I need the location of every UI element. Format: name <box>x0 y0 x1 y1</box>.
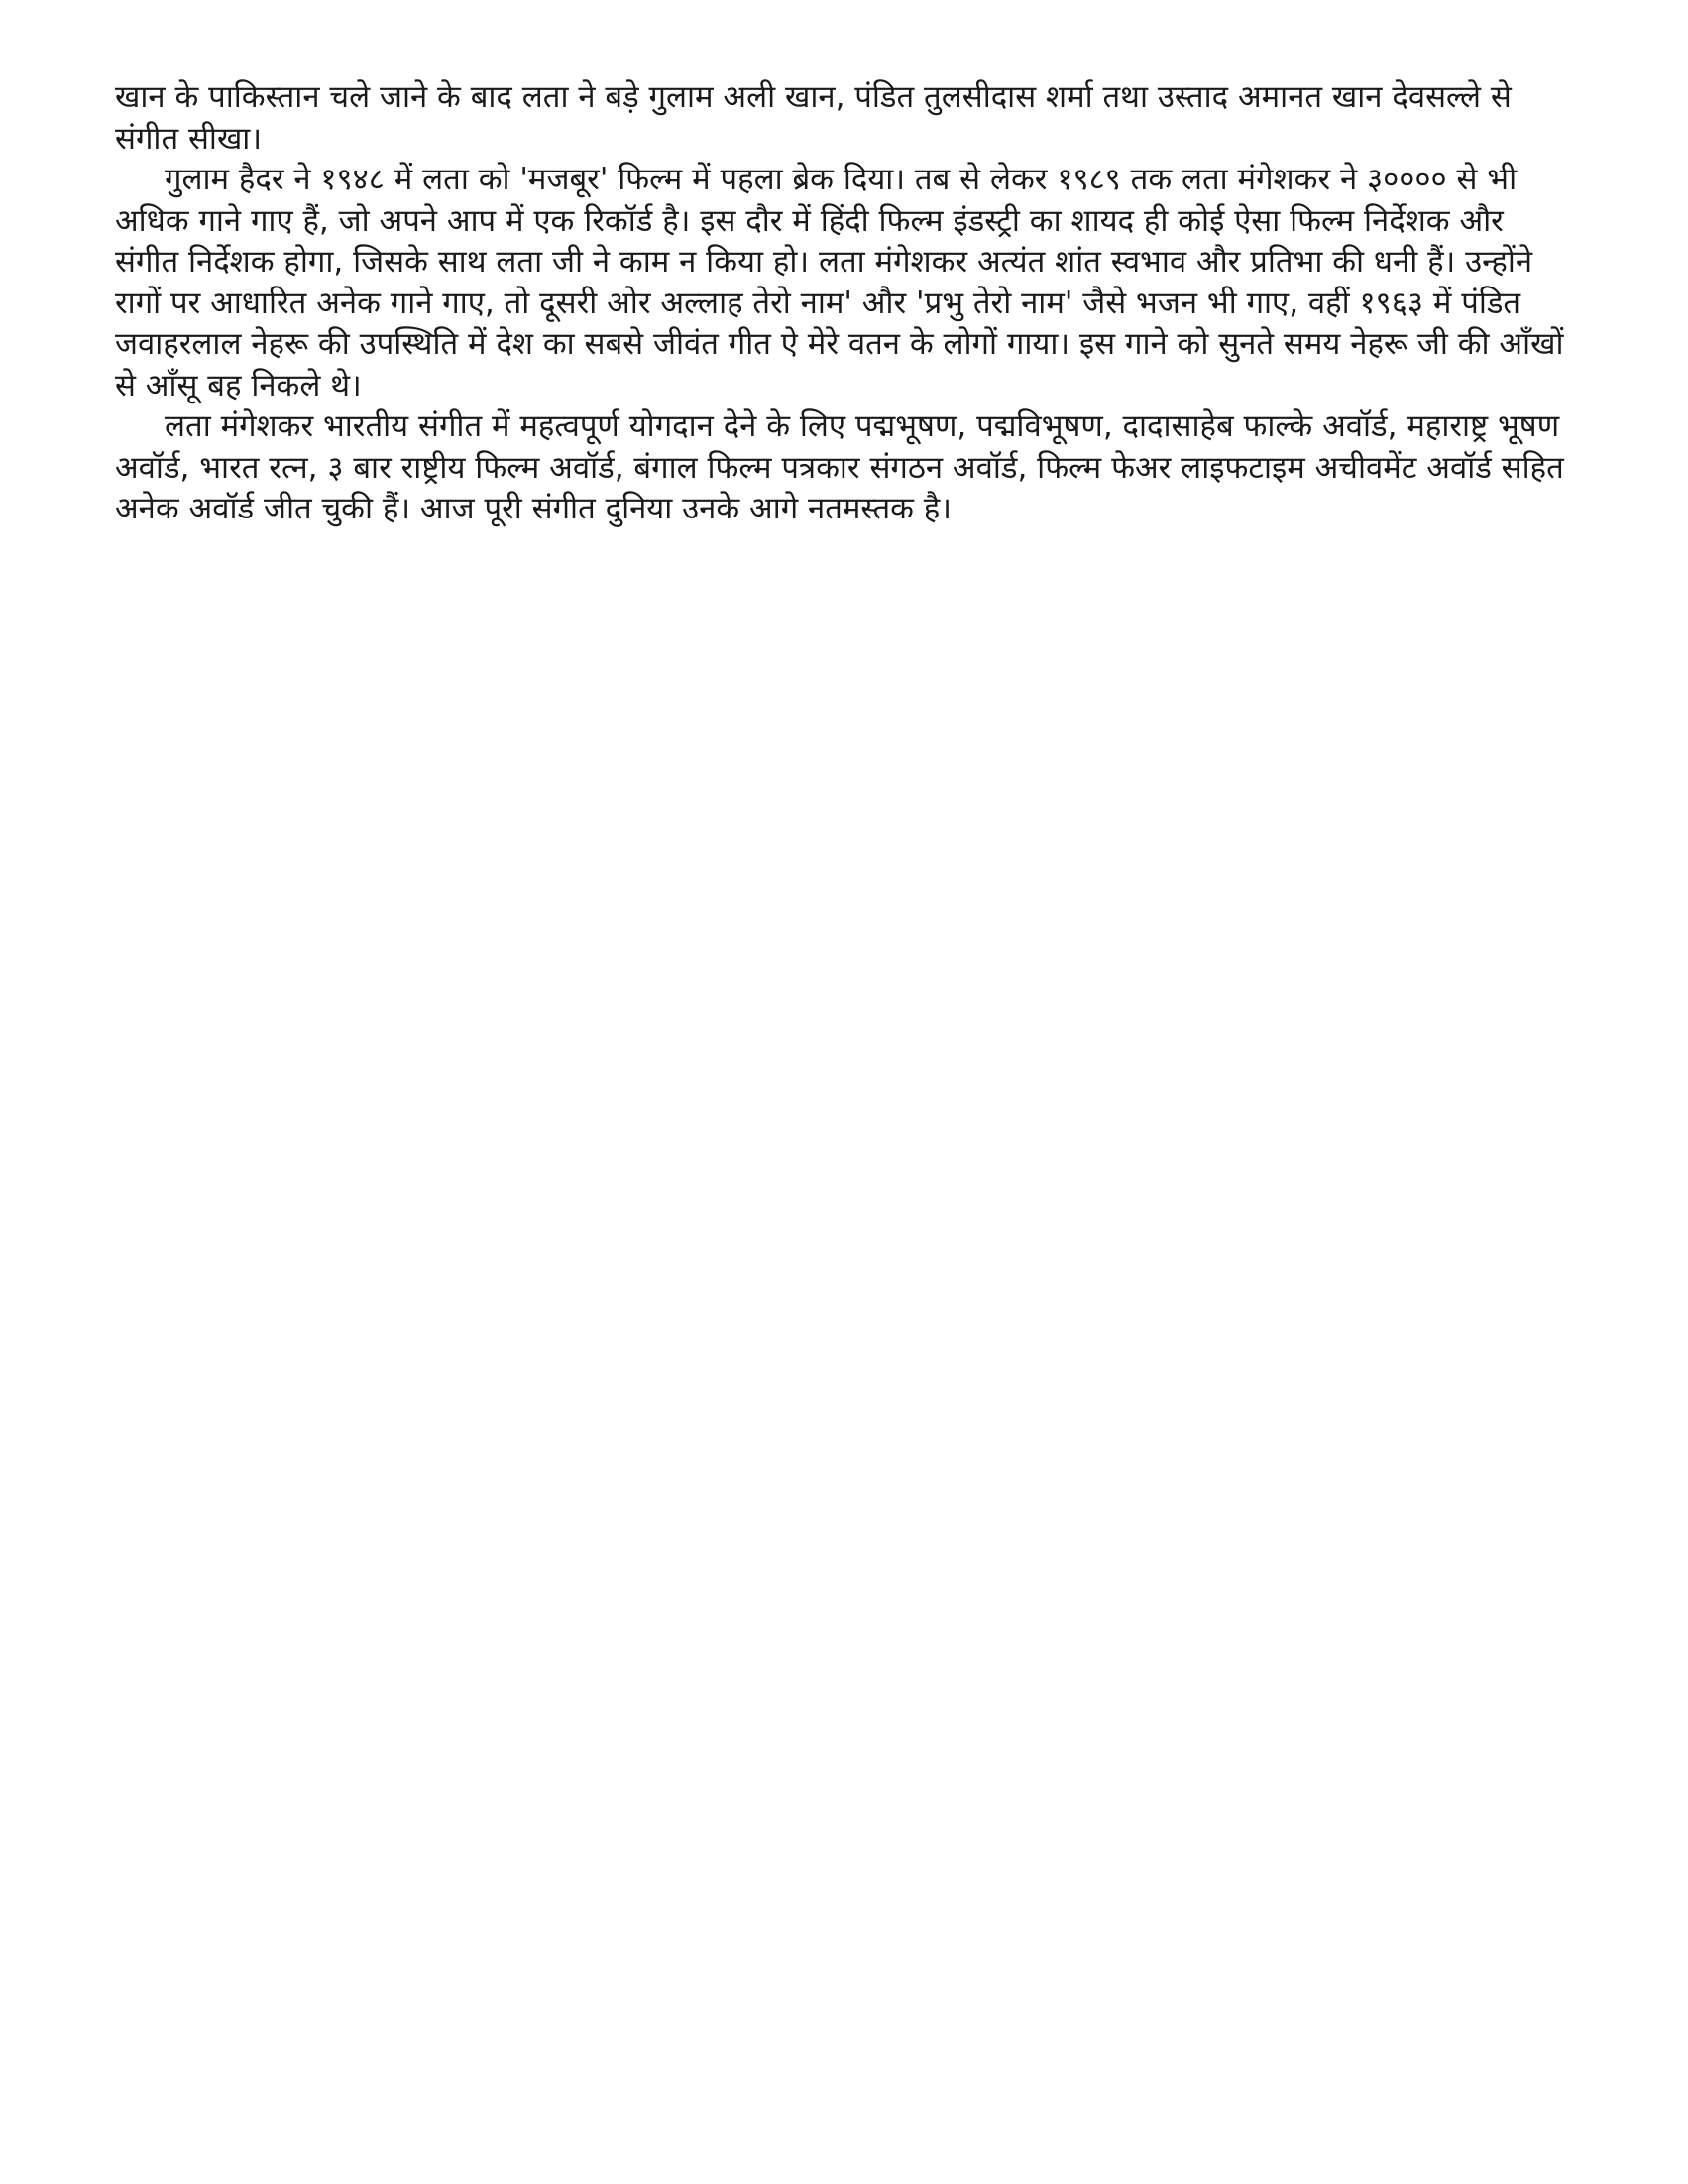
paragraph-career: गुलाम हैदर ने १९४८ में लता को 'मजबूर' फिल्म में पहला ब्रेक दिया। तब से लेकर १९८९ तक लता मंगेशकर ने ३०००० से भी अधिक गाने गाए हैं, जो अपने आप में एक रिकॉर्ड है। इस दौर में हिंदी फिल्म इंडस्ट्री का शायद ही कोई ऐसा फिल्म निर्देशक और संगीत निर्देशक होगा, जिसके साथ लता जी ने काम न किया हो। लता मंगेशकर अत्यंत शांत स्वभाव और प्रतिभा की धनी हैं। उन्होंने रागों पर आधारित अनेक गाने गाए, तो दूसरी ओर अल्लाह तेरो नाम' और 'प्रभु तेरो नाम' जैसे भजन भी गाए, वहीं १९६३ में पंडित जवाहरलाल नेहरू की उपस्थिति में देश का सबसे जीवंत गीत ऐ मेरे वतन के लोगों गाया। इस गाने को सुनते समय नेहरू जी की आँखों से आँसू बह निकले थे। <box>115 162 1564 403</box>
document-page <box>115 77 1574 530</box>
paragraph-continuation: खान के पाकिस्तान चले जाने के बाद लता ने बड़े गुलाम अली खान, पंडित तुलसीदास शर्मा तथा उस्ताद अमानत खान देवसल्ले से संगीत सीखा। <box>115 79 1512 157</box>
paragraph-awards: लता मंगेशकर भारतीय संगीत में महत्वपूर्ण योगदान देने के लिए पद्मभूषण, पद्मविभूषण, दादासाहेब फाल्के अवॉर्ड, महाराष्ट्र भूषण अवॉर्ड, भारत रत्न, ३ बार राष्ट्रीय फिल्म अवॉर्ड, बंगाल फिल्म पत्रकार संगठन अवॉर्ड, फिल्म फेअर लाइफटाइम अचीवमेंट अवॉर्ड सहित अनेक अवॉर्ड जीत चुकी हैं। आज पूरी संगीत दुनिया उनके आगे नतमस्तक है। <box>115 408 1564 526</box>
